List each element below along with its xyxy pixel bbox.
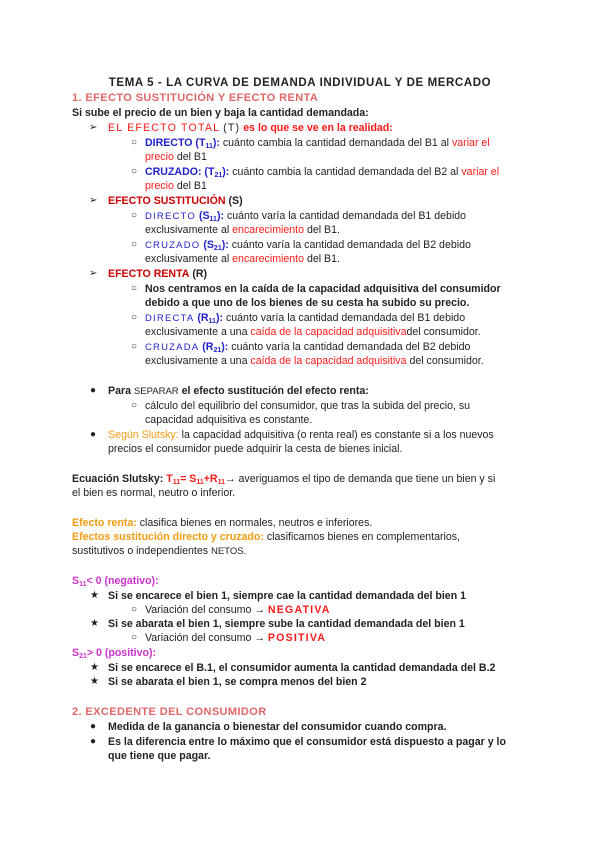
ecuacion-arrow: → [224,473,236,485]
dot-bullet-icon: ● [90,385,97,396]
renta-directa-label: DIRECTA [145,313,195,324]
ecuacion-r-sub: 11 [217,479,225,486]
sust-cruzado-line [145,238,471,253]
renta-directa-text2b: del consumidor. [406,326,481,338]
renta-directa-sub: 11 [208,318,216,325]
renta-cruzada-line2 [145,354,484,368]
star-icon: ★ [90,590,99,601]
total-directo-label: DIRECTO (T [145,137,206,149]
s21-item2: Si se abarata el bien 1, se compra menos del bien 2 [108,676,367,688]
total-cruzado-label: CRUZADO: (T [145,166,215,178]
efectos-sust-text1: clasificamos bienes en complementarios, [266,531,460,543]
separar-b: SEPARAR [133,386,179,397]
renta-directa-sym: (R [197,312,209,324]
star-icon: ★ [90,618,99,629]
s21-item1: Si se encarece el B.1, el consumidor aumenta la cantidad demandada del B.2 [108,662,496,674]
efecto-renta-note [72,516,372,530]
renta-bold-line2: debido a que uno de los bienes de su cesta ha subido su precio. [145,297,470,309]
sust-cruzado-red: encarecimiento [232,253,304,265]
dot-bullet-icon: ● [90,736,97,747]
ecuacion-plus: + [203,473,210,485]
renta-cruzada-line [145,340,470,355]
sust-cruzado-text: cuánto varía la cantidad demandada del B2 debido [231,239,471,251]
ecuacion-text1: averiguamos el tipo de demanda que tiene un bien y si [238,473,496,485]
star-icon: ★ [90,662,99,673]
s11-item1-value: NEGATIVA [267,604,331,616]
renta-cruzada-text2a: exclusivamente a una [145,355,248,367]
efecto-sustitucion-label: EFECTO SUSTITUCIÓN [108,195,226,207]
ecuacion-line [72,472,495,486]
total-directo-line [145,136,490,150]
efecto-sustitucion-line [108,194,243,208]
separar-c: el efecto sustitución del efecto renta: [181,385,369,397]
star-icon: ★ [90,676,99,687]
renta-cruzada-red: caída de la capacidad adquisitiva [250,355,407,367]
total-cruzado-close: ): [222,166,230,178]
renta-directa-text: cuánto varía la cantidad demandada del B1 debido [225,312,466,324]
total-directo-line2 [145,150,207,164]
efectos-sust-line2 [72,544,246,559]
ecuacion-t-sub: 11 [172,479,181,486]
s11-heading-sub: 11 [79,581,87,588]
hollow-bullet-icon: ○ [131,632,138,643]
ecuacion-s: S [189,473,197,485]
hollow-bullet-icon: ○ [131,400,138,411]
intro-text: Si sube el precio de un bien y baja la cantidad demandada: [72,107,369,119]
ecuacion-s-sub: 11 [196,479,204,486]
sust-cruzado-label: CRUZADO [145,240,201,251]
arrow-bullet-icon: ➢ [89,195,98,206]
sust-cruzado-line2 [145,252,340,266]
efecto-renta-symbol: (R) [192,268,208,280]
s11-item2-sub [145,631,326,645]
efectos-sust-text2b: NETOS. [211,546,247,557]
total-directo-text2: del B1 [176,151,207,163]
sec2-item2-line1: Es la diferencia entre lo máximo que el consumidor está dispuesto a pagar y lo [108,736,506,748]
s21-heading [72,646,156,660]
arrow-bullet-icon: ➢ [89,122,98,133]
renta-cruzada-close: ): [221,341,229,353]
sust-directo-line [145,209,466,224]
ecuacion-label: Ecuación Slutsky: [72,473,164,485]
ecuacion-eq: = [180,473,187,485]
slutsky-line2: precios el consumidor puede adquirir la cesta de bienes inicial. [108,443,403,455]
s21-heading-s: S [72,647,80,659]
separar-line [108,384,369,399]
hollow-bullet-icon: ○ [131,210,138,221]
separar-a: Para [108,385,131,397]
s21-heading-sub: 21 [79,653,87,660]
s21-heading-rest: > 0 (positivo): [86,647,157,659]
sust-directo-close: ): [216,210,224,222]
s11-heading-s: S [72,575,80,587]
sust-directo-label: DIRECTO [145,211,196,222]
renta-cruzada-text: cuánto varía la cantidad demandada del B2 debido [231,341,471,353]
total-cruzado-red: variar el [461,166,500,178]
sust-cruzado-sym: (S [203,239,214,251]
efecto-total-desc: es lo que se ve en la realidad: [243,122,393,134]
separar-sub1: cálculo del equilibrio del consumidor, que tras la subida del precio, su [145,400,471,412]
efecto-renta-line [108,267,207,281]
s11-heading-rest: < 0 (negativo): [86,575,159,587]
hollow-bullet-icon: ○ [131,166,138,177]
ecuacion-t: T [166,473,173,485]
section-1-heading: 1. EFECTO SUSTITUCIÓN Y EFECTO RENTA [72,92,319,104]
s11-item2: Si se abarata el bien 1, siempre sube la cantidad demandada del bien 1 [108,618,465,630]
dot-bullet-icon: ● [90,721,97,732]
renta-cruzada-text2b: del consumidor. [409,355,484,367]
section-2-heading: 2. EXCEDENTE DEL CONSUMIDOR [72,706,267,718]
ecuacion-line2: el bien es normal, neutro o inferior. [72,487,236,499]
total-cruzado-text: cuánto cambia la cantidad demandada del B2 al [232,166,459,178]
s11-item1: Si se encarece el bien 1, siempre cae la cantidad demandada del bien 1 [108,590,466,602]
efecto-total-label: EL EFECTO TOTAL [108,122,221,134]
dot-bullet-icon: ● [90,429,97,440]
slutsky-line [108,428,494,442]
renta-cruzada-label: CRUZADA [145,342,200,353]
slutsky-label: Según Slutsky: [108,429,179,441]
sust-directo-line2 [145,223,340,237]
sust-directo-text: cuánto varía la cantidad demandada del B1 debido [226,210,467,222]
sust-cruzado-close: ): [221,239,229,251]
renta-cruzada-sym: (R [202,341,214,353]
sust-cruzado-sub: 21 [213,245,222,252]
renta-bold-line1: Nos centramos en la caída de la capacidad adquisitiva del consumidor [145,283,501,295]
sust-cruzado-text2b: del B1. [306,253,340,265]
s11-item1-sub [145,603,331,617]
hollow-bullet-icon: ○ [131,312,138,323]
hollow-bullet-icon: ○ [131,239,138,250]
efecto-total-line [108,121,393,135]
total-directo-red2: precio [145,151,174,163]
hollow-bullet-icon: ○ [131,341,138,352]
sust-directo-text2b: del B1. [306,224,340,236]
efectos-sust-text2a: sustitutivos o independientes [72,545,209,557]
efectos-sust-note [72,530,460,544]
sec2-item1: Medida de la ganancia o bienestar del consumidor cuando compra. [108,721,447,733]
efecto-total-symbol: (T) [223,122,241,134]
renta-directa-line [145,311,465,326]
total-cruzado-sub: 21 [214,172,223,179]
s11-heading [72,574,159,588]
sust-directo-red: encarecimiento [232,224,304,236]
renta-directa-line2 [145,325,481,339]
slutsky-text1: la capacidad adquisitiva (o renta real) es constante si a los nuevos [181,429,494,441]
total-cruzado-text2: del B1 [176,180,207,192]
hollow-bullet-icon: ○ [131,604,138,615]
renta-cruzada-sub: 21 [213,347,222,354]
s11-item1-sub-text: Variación del consumo → [145,604,265,616]
total-directo-close: ): [212,137,220,149]
page-title: TEMA 5 - LA CURVA DE DEMANDA INDIVIDUAL Y DE MERCADO [108,77,492,89]
efecto-renta-note-text: clasifica bienes en normales, neutros e inferiores. [139,517,373,529]
hollow-bullet-icon: ○ [131,137,138,148]
sust-directo-text2a: exclusivamente al [145,224,230,236]
sec2-item2-line2: que tiene que pagar. [108,750,211,762]
efecto-renta-note-label: Efecto renta: [72,517,137,529]
renta-directa-close: ): [215,312,224,324]
sust-directo-sym: (S [198,210,210,222]
s11-item2-value: POSITIVA [267,632,327,644]
ecuacion-r: R [209,473,218,485]
total-directo-text: cuánto cambia la cantidad demandada del B1 al [222,137,450,149]
efectos-sust-label: Efectos sustitución directo y cruzado: [72,531,264,543]
separar-sub2: capacidad adquisitiva es constante. [145,414,313,426]
total-cruzado-line [145,165,499,179]
total-directo-sub: 11 [205,143,213,150]
s11-item2-sub-text: Variación del consumo → [145,632,265,644]
sust-directo-sub: 11 [209,216,217,223]
sust-cruzado-text2a: exclusivamente al [145,253,230,265]
total-cruzado-line2 [145,179,207,193]
total-cruzado-red2: precio [145,180,174,192]
renta-directa-red: caída de la capacidad adquisitiva [250,326,407,338]
arrow-bullet-icon: ➢ [89,268,98,279]
renta-directa-text2a: exclusivamente a una [145,326,248,338]
hollow-bullet-icon: ○ [131,283,138,294]
efecto-sustitucion-symbol: (S) [228,195,243,207]
total-directo-red: variar el [451,137,490,149]
efecto-renta-label: EFECTO RENTA [108,268,190,280]
